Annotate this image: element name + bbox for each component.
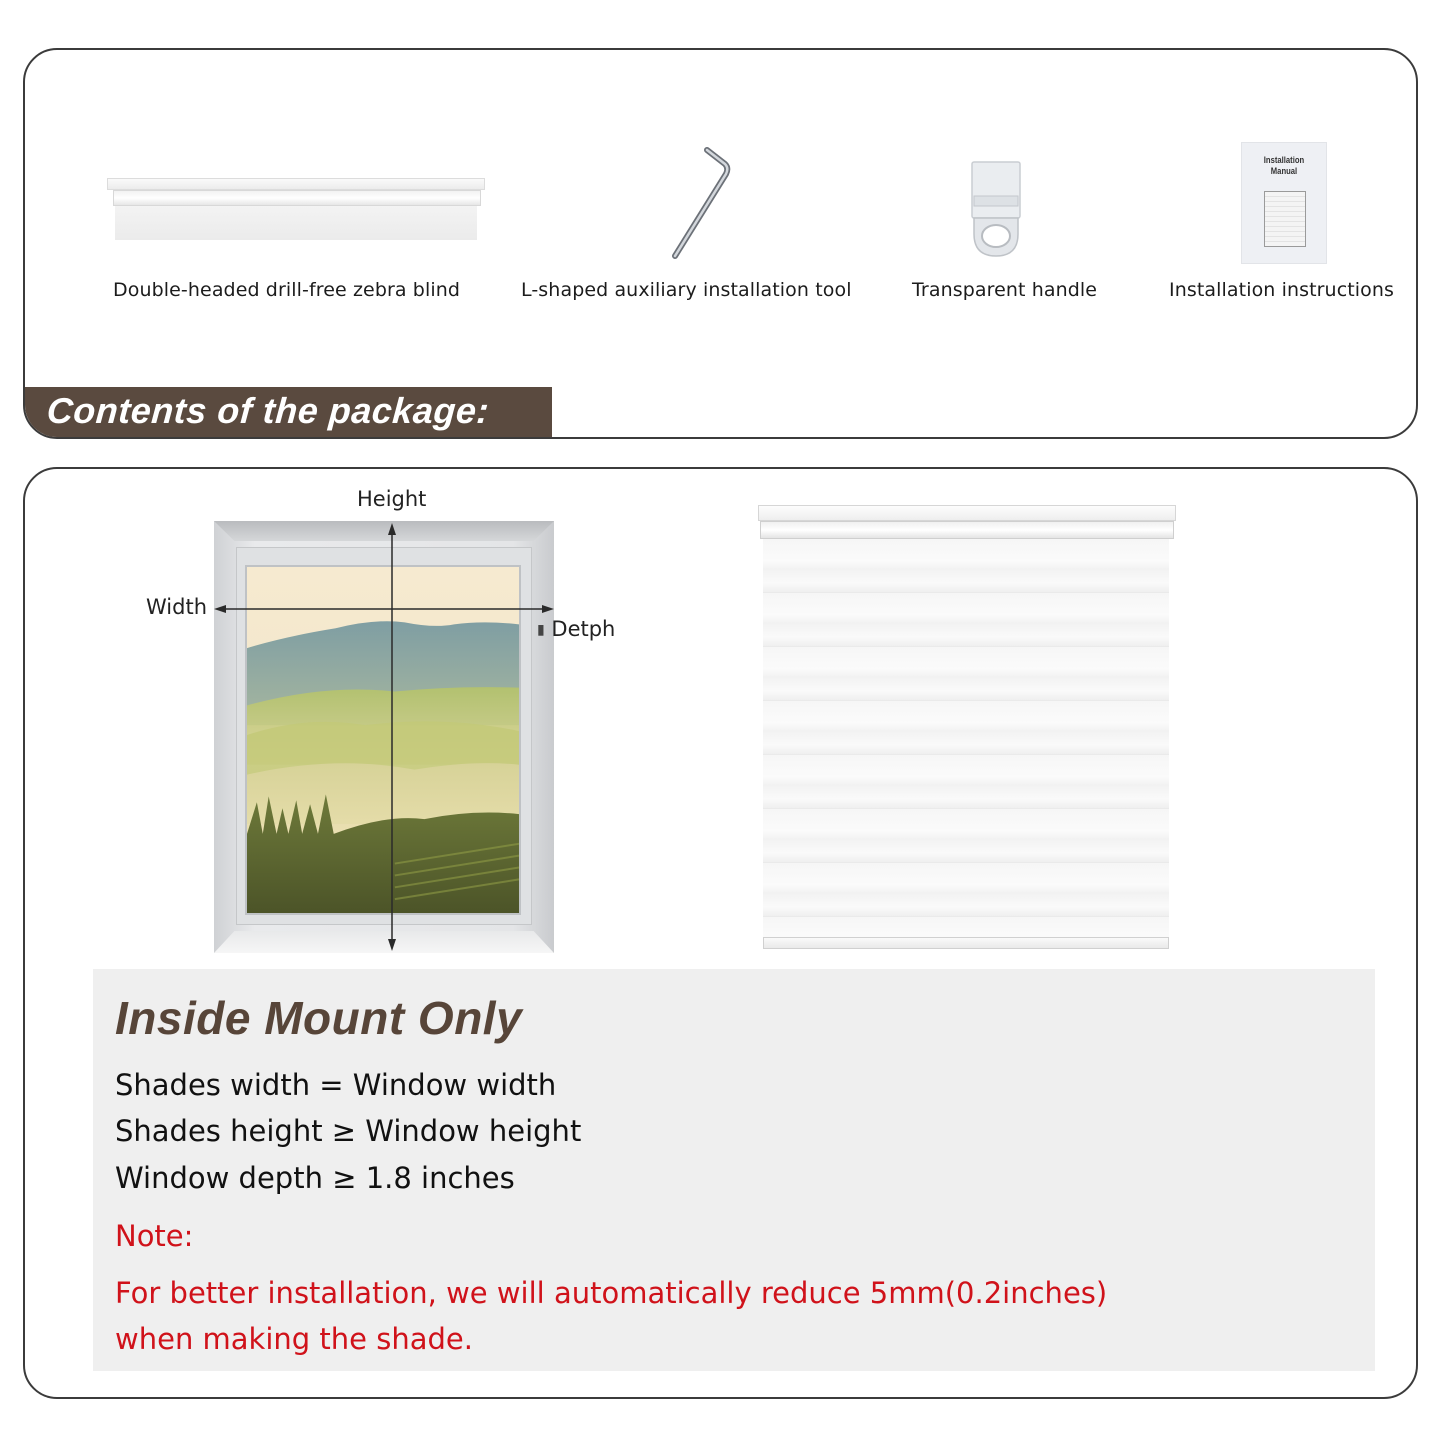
- contents-banner-title: Contents of the package:: [45, 390, 491, 431]
- depth-label: [537, 617, 615, 641]
- rule-depth: Window depth ≥ 1.8 inches: [115, 1161, 515, 1195]
- package-contents-panel: [23, 48, 1418, 439]
- zebra-blind-product-image: [758, 505, 1178, 953]
- width-label: Width: [146, 595, 208, 619]
- note-line-2: when making the shade.: [115, 1322, 473, 1356]
- manual-icon: [1241, 142, 1327, 264]
- manual-cover-image: [1264, 191, 1306, 247]
- measurement-panel: [23, 467, 1418, 1399]
- contents-banner: [25, 387, 552, 437]
- mount-info-box: [93, 969, 1375, 1371]
- rule-width: Shades width = Window width: [115, 1068, 557, 1102]
- depth-marker-icon: ▮: [537, 622, 545, 638]
- note-line-1: For better installation, we will automatically reduce 5mm(0.2inches): [115, 1276, 1108, 1310]
- manual-cover-title: [1248, 155, 1319, 177]
- item-label-manual: Installation instructions: [1169, 279, 1395, 301]
- window-diagram: [214, 521, 554, 953]
- transparent-handle-icon: [970, 160, 1022, 258]
- measurement-arrows: [214, 521, 554, 953]
- height-label: Height: [357, 487, 427, 511]
- rule-height: Shades height ≥ Window height: [115, 1114, 582, 1148]
- manual-title-line1: Installation: [1263, 155, 1305, 165]
- manual-title-line2: Manual: [1270, 166, 1298, 176]
- item-label-hex-tool: L-shaped auxiliary installation tool: [521, 279, 852, 301]
- note-label: Note:: [115, 1219, 194, 1253]
- item-label-zebra-blind: Double-headed drill-free zebra blind: [113, 279, 461, 301]
- depth-label-text: Detph: [551, 617, 616, 641]
- item-label-handle: Transparent handle: [912, 279, 1098, 301]
- zebra-blind-icon: [107, 178, 485, 242]
- inside-mount-title: Inside Mount Only: [115, 992, 523, 1044]
- hex-key-icon: [665, 146, 745, 266]
